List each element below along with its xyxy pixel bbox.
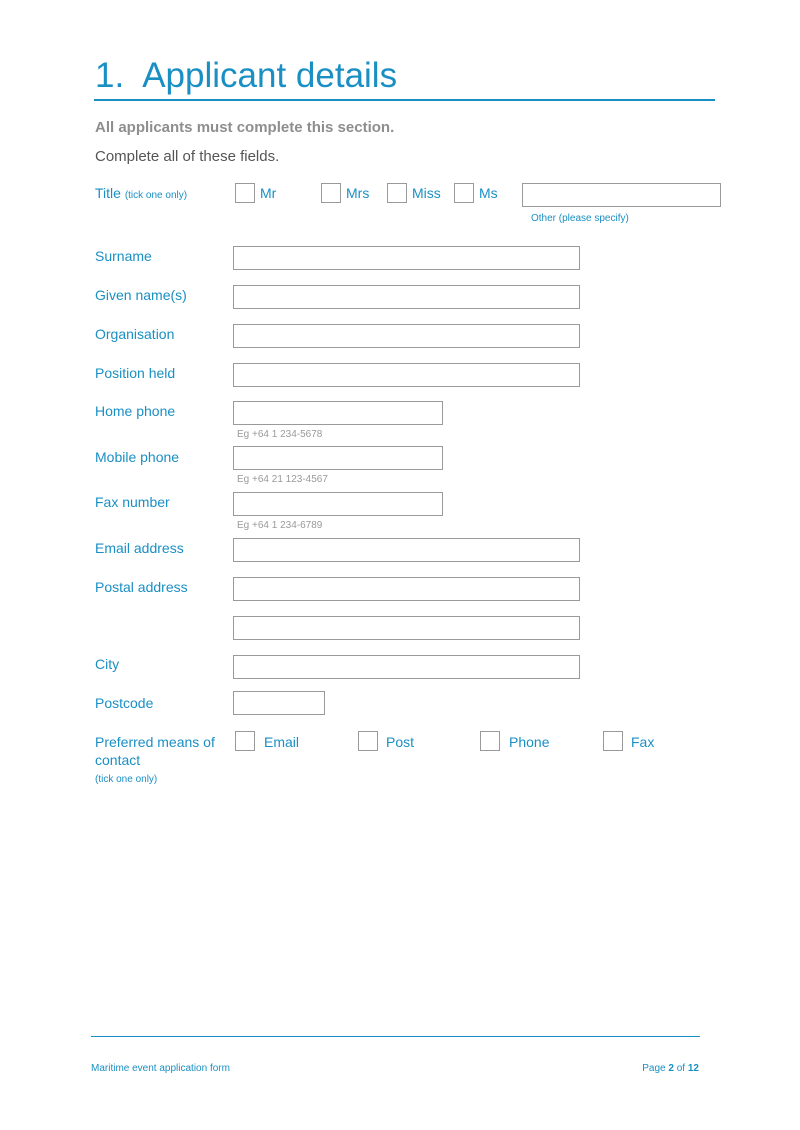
page-of: of [676,1063,686,1074]
postcode-input[interactable] [233,691,325,715]
position-label: Position held [95,365,176,381]
footer-page-number [642,1063,699,1074]
title-mrs-label: Mrs [346,185,370,201]
title-miss-checkbox[interactable] [387,183,407,203]
heading-divider [94,99,715,101]
home-phone-label: Home phone [95,403,176,419]
title-other-hint: Other (please specify) [531,213,629,224]
contact-post-label: Post [386,734,415,750]
mobile-phone-label: Mobile phone [95,449,180,465]
surname-label: Surname [95,248,152,264]
city-input[interactable] [233,655,580,679]
email-input[interactable] [233,538,580,562]
title-mr-label: Mr [260,185,277,201]
mobile-phone-hint: Eg +64 21 123-4567 [237,474,328,485]
title-miss-label: Miss [412,185,441,201]
position-input[interactable] [233,363,580,387]
fax-hint: Eg +64 1 234-6789 [237,520,323,531]
home-phone-hint: Eg +64 1 234-5678 [237,429,323,440]
title-label-text: Title [95,185,121,201]
title-ms-checkbox[interactable] [454,183,474,203]
given-names-input[interactable] [233,285,580,309]
postal-input-line2[interactable] [233,616,580,640]
contact-label-note: (tick one only) [95,774,158,785]
footer-divider [91,1036,700,1037]
instruction: Complete all of these fields. [95,148,280,165]
title-other-input[interactable] [522,183,721,207]
organisation-input[interactable] [233,324,580,348]
contact-label-line2: contact [95,752,141,768]
footer-doc-title: Maritime event application form [91,1063,230,1074]
organisation-label: Organisation [95,326,175,342]
title-mrs-checkbox[interactable] [321,183,341,203]
contact-phone-label: Phone [509,734,550,750]
title-label-note: (tick one only) [124,190,188,201]
section-title: Applicant details [142,56,398,95]
home-phone-input[interactable] [233,401,443,425]
email-label: Email address [95,540,184,556]
page-total: 12 [687,1063,699,1074]
contact-post-checkbox[interactable] [358,731,378,751]
postal-input-line1[interactable] [233,577,580,601]
section-heading [95,58,397,93]
title-ms-label: Ms [479,185,498,201]
contact-fax-checkbox[interactable] [603,731,623,751]
city-label: City [95,656,120,672]
page-current: 2 [668,1063,674,1074]
postal-label: Postal address [95,579,188,595]
fax-label: Fax number [95,494,170,510]
section-number: 1. [95,56,125,95]
title-mr-checkbox[interactable] [235,183,255,203]
contact-email-checkbox[interactable] [235,731,255,751]
mobile-phone-input[interactable] [233,446,443,470]
title-label [95,185,187,204]
contact-label-line1: Preferred means of [95,734,215,750]
given-names-label: Given name(s) [95,287,187,303]
fax-input[interactable] [233,492,443,516]
page-prefix: Page [642,1063,666,1074]
instruction-bold: All applicants must complete this section. [95,119,395,136]
postcode-label: Postcode [95,695,154,711]
contact-fax-label: Fax [631,734,655,750]
contact-email-label: Email [264,734,300,750]
contact-phone-checkbox[interactable] [480,731,500,751]
surname-input[interactable] [233,246,580,270]
